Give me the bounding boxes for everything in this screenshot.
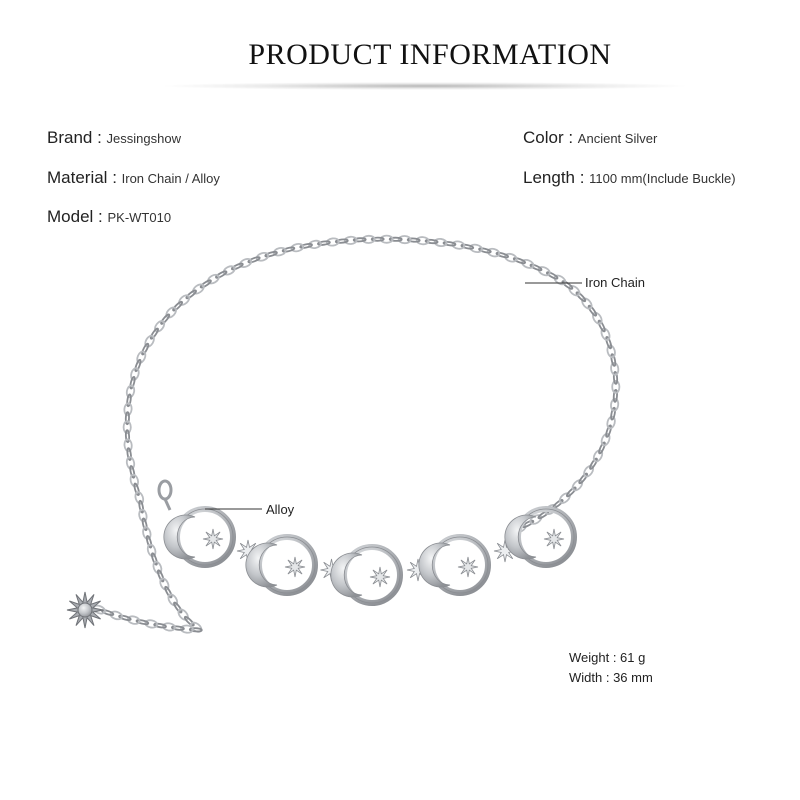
iron-chain: [92, 236, 619, 634]
chain-link: [578, 473, 588, 484]
weight-text: Weight : 61 g: [569, 650, 646, 665]
chain-link: [172, 301, 183, 312]
spec-length: Length : 1100 mm(Include Buckle): [523, 168, 736, 187]
chain-link: [571, 478, 584, 492]
spec-brand-value: Jessingshow: [106, 131, 181, 146]
chain-link: [580, 297, 593, 311]
spec-model-value: PK-WT010: [107, 210, 172, 225]
spec-brand: Brand : Jessingshow: [47, 128, 181, 147]
star-icon: [544, 529, 564, 549]
spec-color-label: Color: [523, 128, 564, 147]
star-icon: [203, 529, 223, 549]
alloy-medallions: [164, 509, 574, 603]
chain-link: [558, 491, 572, 504]
chain-link: [160, 314, 170, 325]
chain-link: [576, 291, 587, 302]
width-text: Width : 36 mm: [569, 670, 653, 685]
chain-link: [566, 486, 577, 497]
chain-link: [568, 284, 582, 297]
star-icon: [370, 567, 390, 587]
spec-color: Color : Ancient Silver: [523, 128, 658, 147]
spec-length-label: Length: [523, 168, 575, 187]
chain-link: [177, 608, 190, 622]
spec-model: Model : PK-WT010: [47, 207, 172, 226]
moon-medallion: [331, 547, 400, 603]
sun-charm-icon: [67, 592, 103, 628]
moon-medallion: [164, 509, 233, 565]
moon-medallion: [246, 537, 315, 593]
callout-alloy: Alloy: [266, 502, 295, 517]
spec-color-value: Ancient Silver: [577, 131, 658, 146]
callout-iron-chain: Iron Chain: [585, 275, 645, 290]
spec-length-value: 1100 mm(Include Buckle): [589, 171, 736, 186]
page-title: PRODUCT INFORMATION: [248, 38, 612, 71]
moon-medallion: [419, 537, 488, 593]
spec-material: Material : Iron Chain / Alloy: [47, 168, 220, 187]
chain-link: [164, 306, 177, 320]
spec-material-label: Material: [47, 168, 108, 187]
spec-brand-label: Brand: [47, 128, 93, 147]
lobster-clasp-icon: [159, 481, 171, 510]
star-icon: [285, 557, 305, 577]
spec-material-value: Iron Chain / Alloy: [121, 171, 220, 186]
chain-link: [177, 293, 191, 306]
star-icon: [458, 557, 478, 577]
spec-model-label: Model: [47, 207, 94, 226]
